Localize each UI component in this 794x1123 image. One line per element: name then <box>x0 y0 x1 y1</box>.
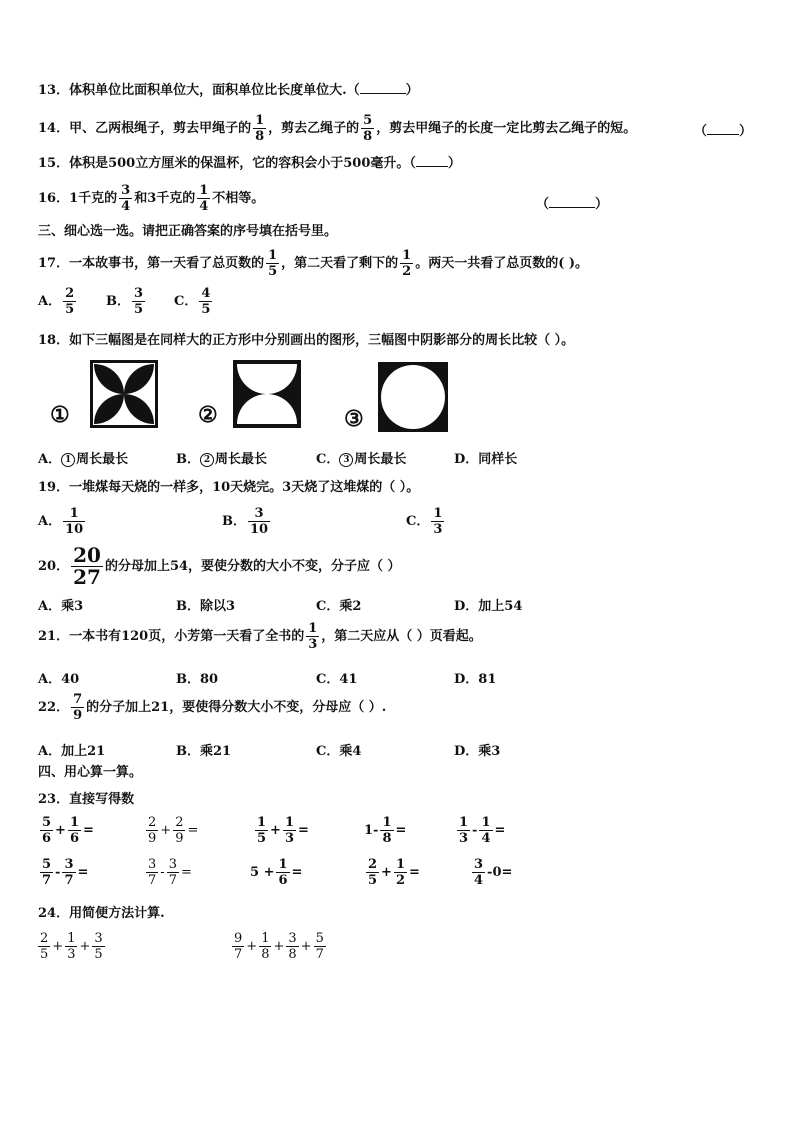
option-a[interactable]: A．乘3 <box>38 599 84 614</box>
calc-item: $\frac{5}{6}$ + $\frac{1}{6}$ = <box>42 815 94 846</box>
option-d[interactable]: D．加上54 <box>454 599 523 614</box>
question-23-title: 23．直接写得数 <box>38 792 135 807</box>
calc-item: $\frac{3}{7}$ - $\frac{3}{7}$ = <box>148 857 192 888</box>
option-c[interactable]: C． $\frac{4}{5}$ <box>174 286 211 317</box>
calc-item: 5 + $\frac{1}{6}$ = <box>250 857 303 888</box>
option-c[interactable]: C．乘4 <box>316 744 362 759</box>
figure-label-3: ③ <box>344 406 364 432</box>
option-a[interactable]: A． 1 周长最长 <box>38 452 129 467</box>
section-3-heading: 三、细心选一选。请把正确答案的序号填在括号里。 <box>38 224 338 239</box>
calc-item: $\frac{5}{7}$ - $\frac{3}{7}$ = <box>42 857 89 888</box>
question-16: 16．1千克的 $\frac{3}{4}$ 和3千克的 $\frac{1}{4}$ 不相等。 <box>38 183 265 214</box>
question-20: 20． $\frac{20}{27}$ 的分母加上54，要使分数的大小不变，分子应（ ） <box>38 543 401 589</box>
calc-item: $\frac{2}{5}$ + $\frac{1}{2}$ = <box>368 857 420 888</box>
fraction: $\frac{1}{5}$ <box>268 248 278 279</box>
figure-label-1: ① <box>50 402 70 428</box>
calc-item: $\frac{2}{5}$ + $\frac{1}{3}$ + $\frac{3}{5}$ <box>40 931 103 962</box>
question-15: 15．体积是500立方厘米的保温杯，它的容积会小于500毫升。（ ） <box>38 156 461 171</box>
option-a[interactable]: A． $\frac{1}{10}$ <box>38 506 84 537</box>
circled-two-icon: 2 <box>200 453 214 467</box>
fraction: $\frac{1}{4}$ <box>199 183 209 214</box>
option-b[interactable]: B． $\frac{3}{5}$ <box>106 286 144 317</box>
answer-blank[interactable] <box>360 93 406 94</box>
question-24-title: 24．用简便方法计算. <box>38 906 165 921</box>
option-c[interactable]: C． 3 周长最长 <box>316 452 407 467</box>
calc-item: $\frac{1}{3}$ - $\frac{1}{4}$ = <box>459 815 506 846</box>
option-d[interactable]: D．同样长 <box>454 452 518 467</box>
fraction: $\frac{7}{9}$ <box>73 692 83 723</box>
question-17: 17．一本故事书，第一天看了总页数的 $\frac{1}{5}$ ，第二天看了剩下的 $\frac{1}{2}$ 。两天一共看了总页数的( )。 <box>38 248 589 279</box>
option-d[interactable]: D．乘3 <box>454 744 501 759</box>
calc-item: $\frac{3}{4}$ -0= <box>474 857 513 888</box>
question-22: 22． $\frac{7}{9}$ 的分子加上21，要使得分数大小不变，分母应（ ）. <box>38 692 387 723</box>
fraction: $\frac{1}{8}$ <box>255 113 265 144</box>
option-b[interactable]: B． 2 周长最长 <box>176 452 268 467</box>
option-b[interactable]: B． $\frac{3}{10}$ <box>222 506 269 537</box>
calc-item: $\frac{9}{7}$ + $\frac{1}{8}$ + $\frac{3}{8}$ + $\frac{5}{7}$ <box>234 931 324 962</box>
question-13: 13．体积单位比面积单位大，面积单位比长度单位大.（ ） <box>38 83 419 98</box>
answer-blank[interactable] <box>416 166 448 167</box>
option-d[interactable]: D．81 <box>454 672 497 687</box>
option-a[interactable]: A．加上21 <box>38 744 106 759</box>
fraction: $\frac{5}{8}$ <box>363 113 373 144</box>
fraction: $\frac{1}{2}$ <box>402 248 412 279</box>
circled-one-icon: 1 <box>61 453 75 467</box>
section-4-heading: 四、用心算一算。 <box>38 765 143 780</box>
option-b[interactable]: B．除以3 <box>176 599 236 614</box>
question-18: 18．如下三幅图是在同样大的正方形中分别画出的图形，三幅图中阴影部分的周长比较（ ）。 <box>38 333 575 348</box>
question-14-answer: （ ） <box>694 124 753 139</box>
question-14: 14．甲、乙两根绳子，剪去甲绳子的 $\frac{1}{8}$ ，剪去乙绳子的 $\frac{5}{8}$ ，剪去甲绳子的长度一定比剪去乙绳子的短。 <box>38 113 637 144</box>
option-c[interactable]: C． $\frac{1}{3}$ <box>406 506 443 537</box>
answer-blank[interactable] <box>549 207 595 208</box>
circled-three-icon: 3 <box>339 453 353 467</box>
option-a[interactable]: A． $\frac{2}{5}$ <box>38 286 75 317</box>
fraction: $\frac{3}{4}$ <box>121 183 131 214</box>
figure-2-hourglass <box>233 360 301 428</box>
option-a[interactable]: A．40 <box>38 672 80 687</box>
figure-label-2: ② <box>198 402 218 428</box>
fraction: $\frac{20}{27}$ <box>73 543 101 589</box>
question-16-answer: （ ） <box>536 197 609 212</box>
option-b[interactable]: B．80 <box>176 672 219 687</box>
fraction: $\frac{1}{3}$ <box>308 621 318 652</box>
calc-item: $\frac{2}{9}$ + $\frac{2}{9}$ = <box>148 815 199 846</box>
answer-blank[interactable] <box>707 134 739 135</box>
question-21: 21．一本书有120页，小芳第一天看了全书的 $\frac{1}{3}$ ，第二天应从（ ）页看起。 <box>38 621 482 652</box>
option-b[interactable]: B．乘21 <box>176 744 232 759</box>
question-19: 19．一堆煤每天烧的一样多，10天烧完。3天烧了这堆煤的（ ）。 <box>38 480 420 495</box>
option-c[interactable]: C．乘2 <box>316 599 362 614</box>
figure-1-star <box>90 360 158 428</box>
calc-item: $\frac{1}{5}$ + $\frac{1}{3}$ = <box>257 815 309 846</box>
option-c[interactable]: C．41 <box>316 672 358 687</box>
calc-item: 1- $\frac{1}{8}$ = <box>364 815 407 846</box>
figure-3-circle <box>378 362 448 432</box>
